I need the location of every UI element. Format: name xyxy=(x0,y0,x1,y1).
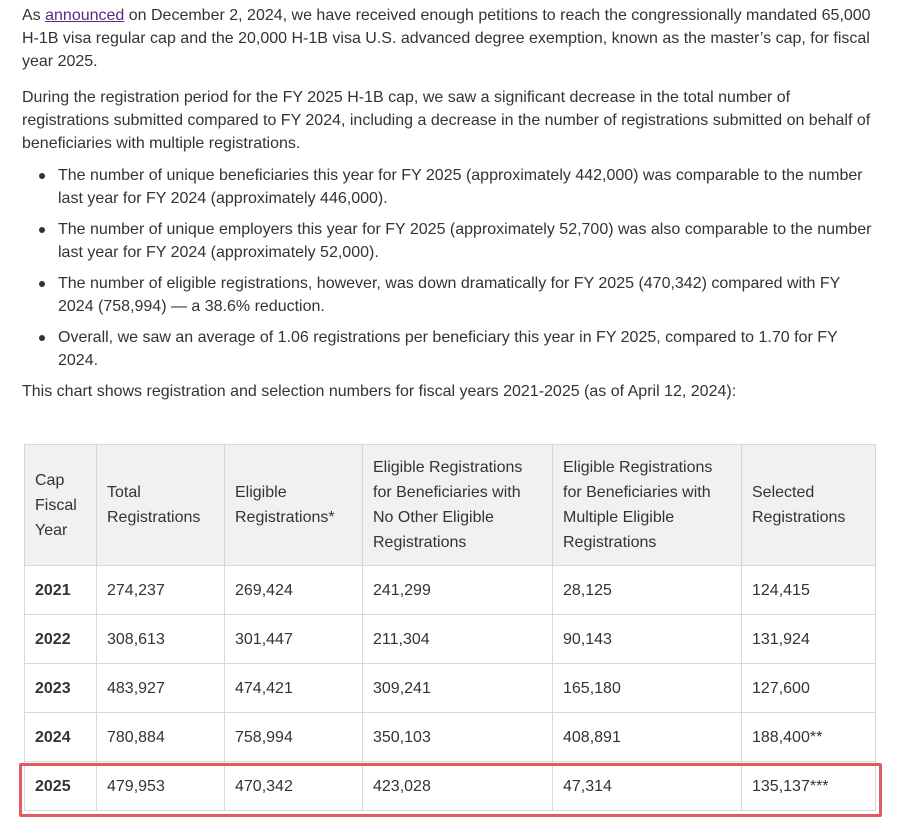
list-item: The number of eligible registrations, however, was down dramatically for FY 2025 (470,342) compared with FY 2024 (758,994) — a 38.6% reduction. xyxy=(58,272,878,318)
cell-year: 2024 xyxy=(25,713,97,762)
cell-total: 308,613 xyxy=(97,615,225,664)
table-row xyxy=(25,664,876,713)
article-body xyxy=(22,4,878,422)
cell-no-other: 423,028 xyxy=(363,762,553,811)
table-row xyxy=(25,615,876,664)
cell-eligible: 301,447 xyxy=(225,615,363,664)
chart-intro-text: This chart shows registration and selection numbers for fiscal years 2021-2025 (as of April 12, 2024): xyxy=(22,383,737,400)
table-row-highlighted xyxy=(25,762,876,811)
cell-multiple: 90,143 xyxy=(553,615,742,664)
registration-paragraph: During the registration period for the FY 2025 H-1B cap, we saw a significant decrease in the total number of registrations submitted compared to FY 2024, including a decrease in the number of registrations submitted on behalf of beneficiaries with multiple registrations. xyxy=(22,89,871,152)
cell-no-other: 350,103 xyxy=(363,713,553,762)
announced-link[interactable]: announced xyxy=(45,7,125,24)
header-no-other-eligible: Eligible Registrations for Beneficiaries with No Other Eligible Registrations xyxy=(363,445,553,566)
cell-year: 2022 xyxy=(25,615,97,664)
cell-year: 2025 xyxy=(25,762,97,811)
cell-multiple: 47,314 xyxy=(553,762,742,811)
cell-multiple: 28,125 xyxy=(553,566,742,615)
header-eligible-registrations: Eligible Registrations* xyxy=(225,445,363,566)
cell-selected: 127,600 xyxy=(742,664,876,713)
cell-selected: 135,137*** xyxy=(742,762,876,811)
cell-total: 483,927 xyxy=(97,664,225,713)
cell-no-other: 211,304 xyxy=(363,615,553,664)
cell-total: 780,884 xyxy=(97,713,225,762)
cell-selected: 131,924 xyxy=(742,615,876,664)
cell-eligible: 474,421 xyxy=(225,664,363,713)
cell-eligible: 470,342 xyxy=(225,762,363,811)
list-item: The number of unique beneficiaries this year for FY 2025 (approximately 442,000) was comparable to the number last year for FY 2024 (approximately 446,000). xyxy=(58,164,878,210)
cell-selected: 188,400** xyxy=(742,713,876,762)
cell-total: 274,237 xyxy=(97,566,225,615)
cell-selected: 124,415 xyxy=(742,566,876,615)
cell-eligible: 269,424 xyxy=(225,566,363,615)
cell-eligible: 758,994 xyxy=(225,713,363,762)
header-total-registrations: Total Registrations xyxy=(97,445,225,566)
table-row xyxy=(25,566,876,615)
cell-multiple: 165,180 xyxy=(553,664,742,713)
cell-multiple: 408,891 xyxy=(553,713,742,762)
header-cap-fiscal-year: Cap Fiscal Year xyxy=(25,445,97,566)
header-multiple-eligible: Eligible Registrations for Beneficiaries with Multiple Eligible Registrations xyxy=(553,445,742,566)
cell-year: 2023 xyxy=(25,664,97,713)
registration-table xyxy=(24,444,876,811)
intro-text-end: on December 2, 2024, we have received enough petitions to reach the congressionally mandated 65,000 H-1B visa regular cap and the 20,000 H-1B visa U.S. advanced degree exemption, known as the master’s cap, for fiscal year 2025. xyxy=(22,7,871,70)
table-row xyxy=(25,713,876,762)
cell-no-other: 241,299 xyxy=(363,566,553,615)
cell-year: 2021 xyxy=(25,566,97,615)
intro-paragraph xyxy=(22,4,878,73)
cell-total: 479,953 xyxy=(97,762,225,811)
list-item: The number of unique employers this year for FY 2025 (approximately 52,700) was also comparable to the number last year for FY 2024 (approximately 52,000). xyxy=(58,218,878,264)
table-header-row xyxy=(25,445,876,566)
header-selected-registrations: Selected Registrations xyxy=(742,445,876,566)
cell-no-other: 309,241 xyxy=(363,664,553,713)
stats-list xyxy=(22,164,878,372)
list-item: Overall, we saw an average of 1.06 registrations per beneficiary this year in FY 2025, compared to 1.70 for FY 2024. xyxy=(58,326,878,372)
intro-text-start: As xyxy=(22,7,46,24)
